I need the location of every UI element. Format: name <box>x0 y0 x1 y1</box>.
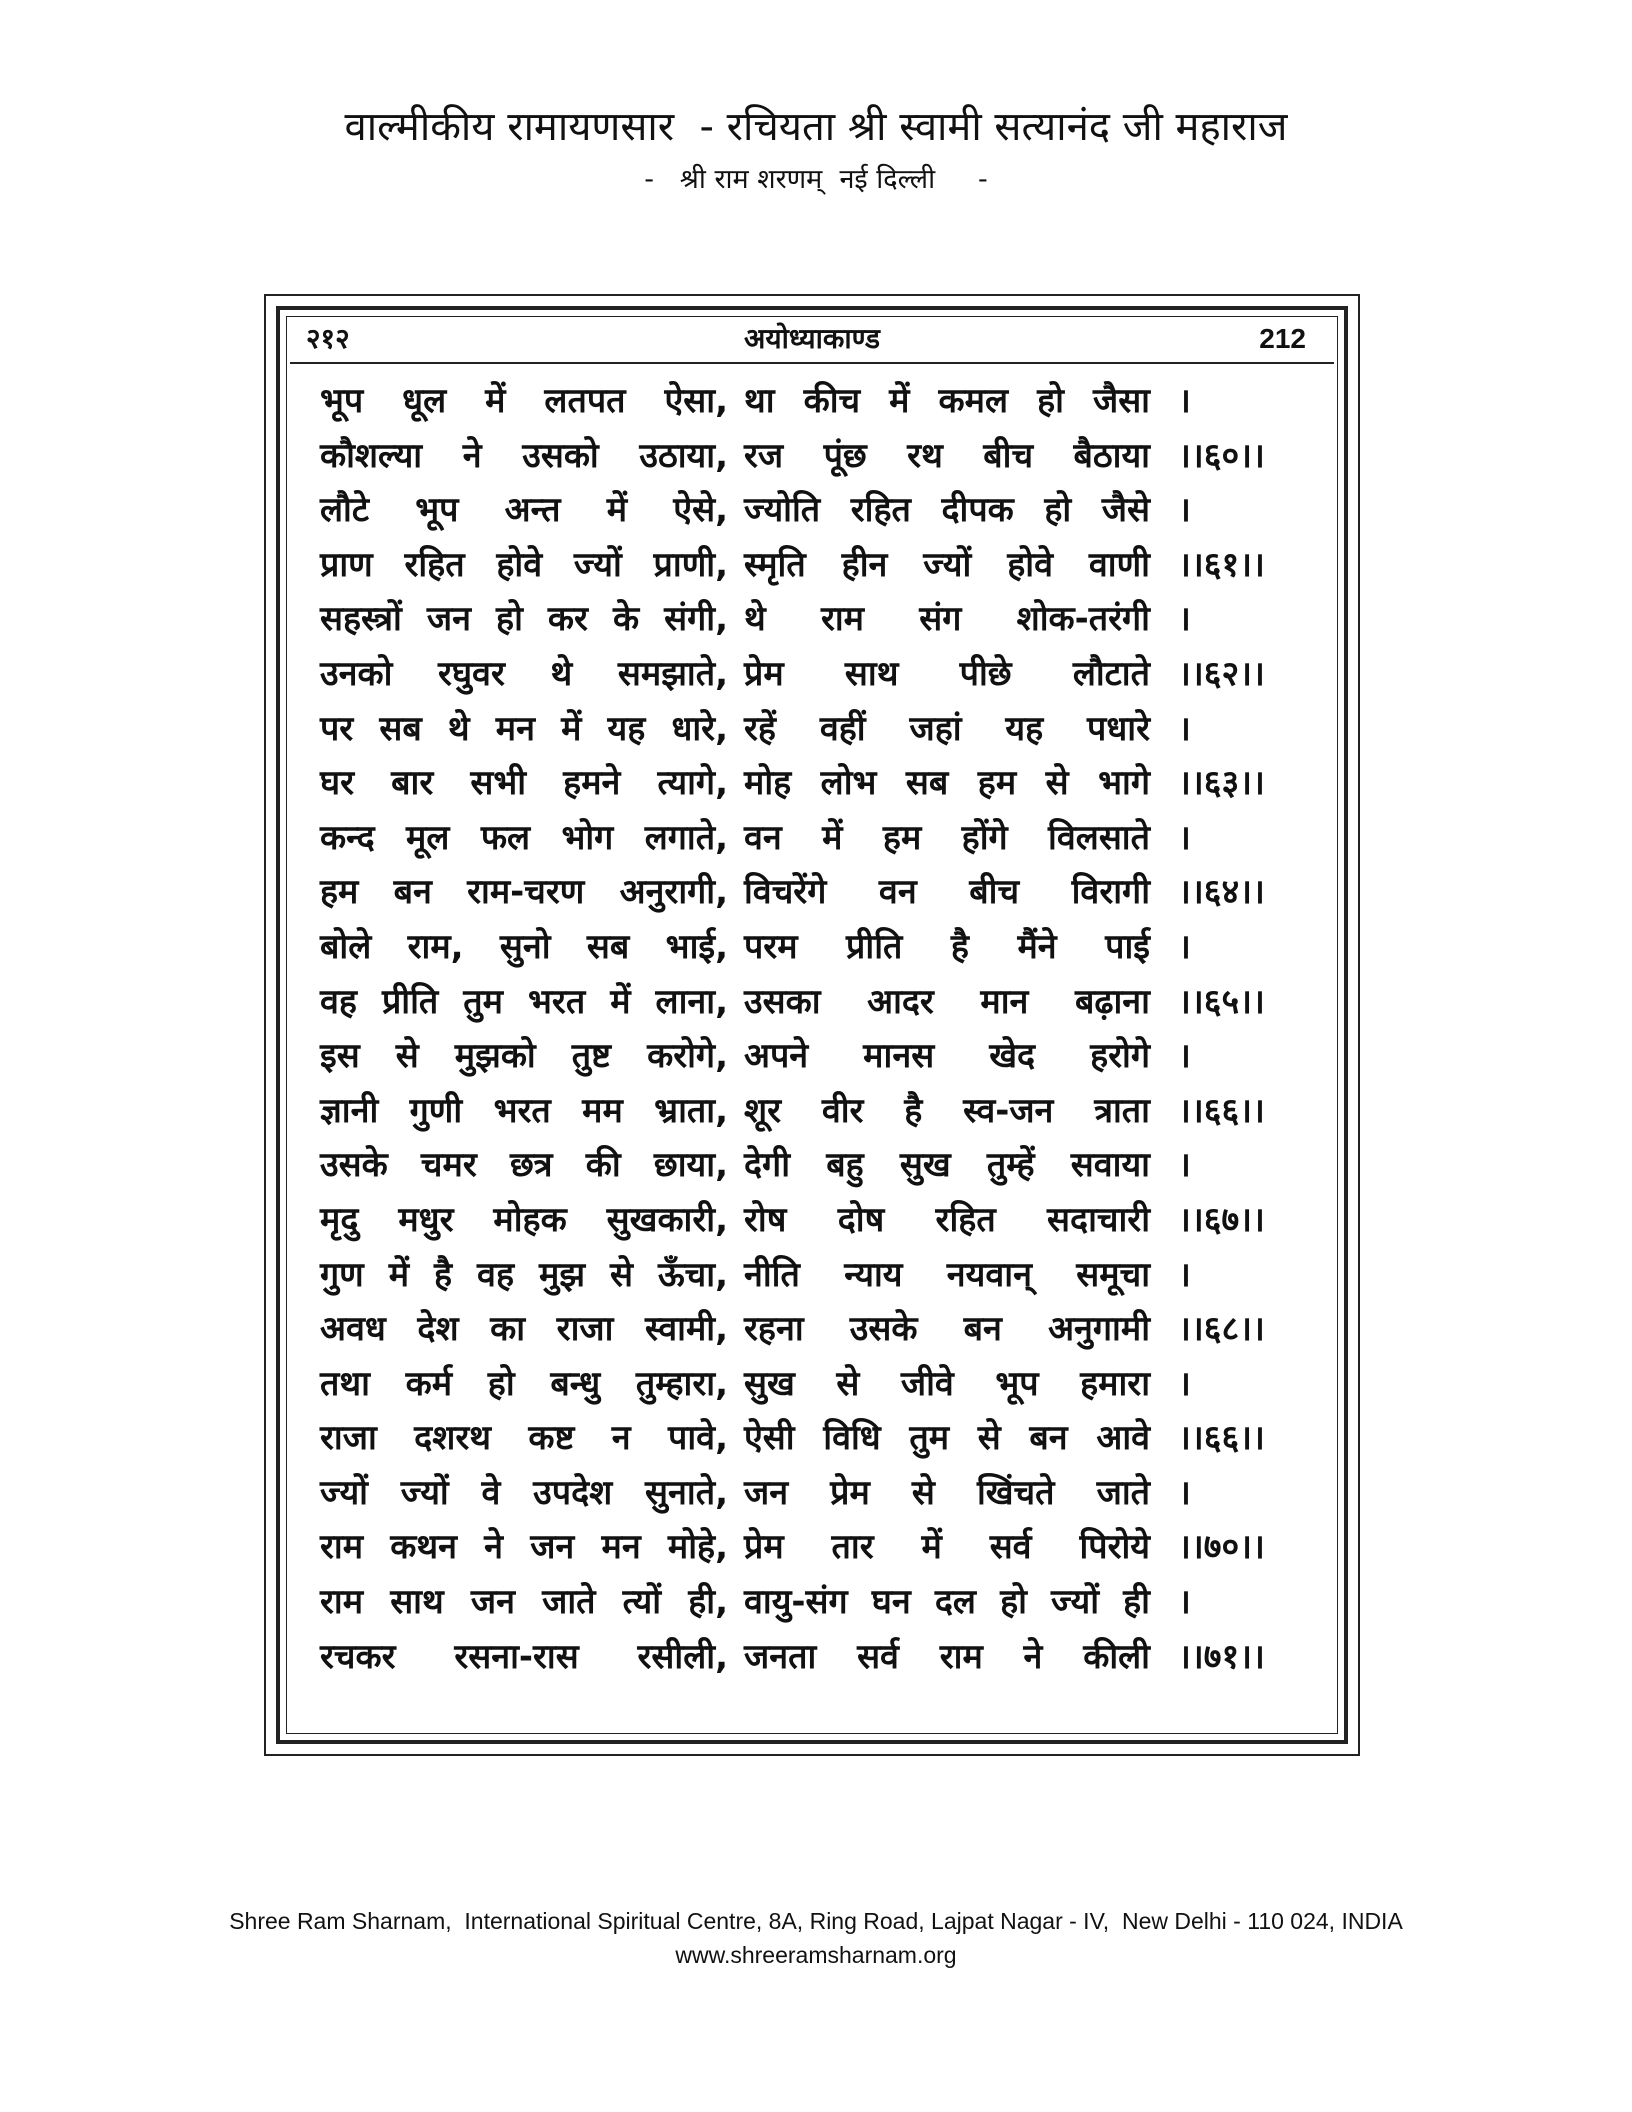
verse-line <box>320 483 1320 538</box>
verse-line <box>320 975 1320 1030</box>
verse-first-half: तथा कर्म हो बन्धु तुम्हारा, <box>320 1363 728 1404</box>
verse-first-half: प्राण रहित होवे ज्यों प्राणी, <box>320 544 728 585</box>
verse-second-half: जनता सर्व राम ने कीली <box>744 1636 1150 1677</box>
verse-first-half: मृदु मधुर मोहक सुखकारी, <box>320 1199 728 1240</box>
verse-second-half: जन प्रेम से खिंचते जाते <box>744 1472 1150 1513</box>
verse-number-mark: । <box>1178 490 1191 531</box>
verse-first-half: हम बन राम-चरण अनुरागी, <box>320 872 728 913</box>
verse-second-half: देगी बहु सुख तुम्हें सवाया <box>744 1145 1150 1186</box>
verse-second-half: थे राम संग शोक-तरंगी <box>744 599 1150 640</box>
verse-second-half: उसका आदर मान बढ़ाना <box>744 981 1150 1022</box>
verse-number-mark: ।।६७।। <box>1178 1199 1265 1240</box>
verse-first-half: घर बार सभी हमने त्यागे, <box>320 763 728 804</box>
verse-line <box>320 865 1320 920</box>
verse-line <box>320 429 1320 484</box>
verse-second-half: था कीच में कमल हो जैसा <box>744 381 1150 421</box>
verse-number-mark: ।।६६।। <box>1178 1090 1265 1131</box>
verse-second-half: ऐसी विधि तुम से बन आवे <box>744 1418 1150 1459</box>
verse-first-half: रचकर रसना-रास रसीली, <box>320 1636 728 1677</box>
verse-line <box>320 592 1320 647</box>
verse-line <box>320 1357 1320 1412</box>
verse-line <box>320 920 1320 975</box>
verse-line <box>320 538 1320 593</box>
header-rule <box>290 362 1334 364</box>
verse-line <box>320 1466 1320 1521</box>
verse-second-half: परम प्रीति है मैंने पाई <box>744 926 1150 967</box>
verse-first-half: उनको रघुवर थे समझाते, <box>320 653 728 694</box>
verse-number-mark: ।।७१।। <box>1178 1636 1265 1677</box>
verse-number-mark: ।।६५।। <box>1178 981 1265 1022</box>
verse-first-half: इस से मुझको तुष्ट करोगे, <box>320 1036 728 1077</box>
verse-line <box>320 1084 1320 1139</box>
verse-first-half: कौशल्या ने उसको उठाया, <box>320 435 728 476</box>
verse-line <box>320 1520 1320 1575</box>
verse-list <box>320 374 1320 1684</box>
verse-number-mark: । <box>1178 926 1191 967</box>
verse-first-half: भूप धूल में लतपत ऐसा, <box>320 381 728 421</box>
verse-line <box>320 374 1320 429</box>
verse-first-half: वह प्रीति तुम भरत में लाना, <box>320 981 728 1022</box>
verse-second-half: ज्योति रहित दीपक हो जैसे <box>744 490 1150 531</box>
footer-website: www.shreeramsharnam.org <box>675 1942 957 1968</box>
page-number-devanagari: २१२ <box>306 322 350 355</box>
verse-first-half: बोले राम, सुनो सब भाई, <box>320 926 728 967</box>
verse-number-mark: ।।६२।। <box>1178 653 1265 694</box>
verse-line <box>320 1630 1320 1685</box>
verse-first-half: कन्द मूल फल भोग लगाते, <box>320 817 728 858</box>
verse-line <box>320 1193 1320 1248</box>
verse-line <box>320 702 1320 757</box>
verse-first-half: पर सब थे मन में यह धारे, <box>320 708 728 749</box>
verse-line <box>320 1575 1320 1630</box>
verse-second-half: शूर वीर है स्व-जन त्राता <box>744 1090 1150 1131</box>
verse-number-mark: ।।६४।। <box>1178 872 1265 913</box>
section-title: अयोध्याकाण्ड <box>744 322 880 355</box>
page-number: 212 <box>1259 323 1306 354</box>
verse-first-half: लौटे भूप अन्त में ऐसे, <box>320 490 728 531</box>
verse-line <box>320 1302 1320 1357</box>
verse-number-mark: । <box>1178 1472 1191 1513</box>
verse-number-mark: । <box>1178 599 1191 640</box>
verse-number-mark: । <box>1178 817 1191 858</box>
verse-first-half: गुण में है वह मुझ से ऊँचा, <box>320 1254 728 1295</box>
verse-second-half: रज पूंछ रथ बीच बैठाया <box>744 435 1150 476</box>
verse-number-mark: । <box>1178 1145 1191 1186</box>
verse-number-mark: ।।६०।। <box>1178 435 1265 476</box>
verse-number-mark: ।।६६।। <box>1178 1418 1265 1459</box>
verse-second-half: अपने मानस खेद हरोगे <box>744 1036 1150 1077</box>
verse-number-mark: ।।६८।। <box>1178 1309 1265 1350</box>
verse-first-half: राजा दशरथ कष्ट न पावे, <box>320 1418 728 1459</box>
verse-number-mark: । <box>1178 1582 1191 1623</box>
verse-line <box>320 1029 1320 1084</box>
verse-second-half: मोह लोभ सब हम से भागे <box>744 763 1150 804</box>
verse-second-half: रहना उसके बन अनुगामी <box>744 1309 1150 1350</box>
verse-line <box>320 1248 1320 1303</box>
verse-first-half: अवध देश का राजा स्वामी, <box>320 1309 728 1350</box>
verse-second-half: विचरेंगे वन बीच विरागी <box>744 872 1150 913</box>
verse-first-half: ज्यों ज्यों वे उपदेश सुनाते, <box>320 1472 728 1513</box>
verse-number-mark: । <box>1178 1363 1191 1404</box>
verse-line <box>320 811 1320 866</box>
footer-address: Shree Ram Sharnam, International Spiritual Centre, 8A, Ring Road, Lajpat Nagar - IV, New Delhi - 110 024, INDIA <box>229 1908 1403 1934</box>
page-header <box>290 318 1334 358</box>
verse-second-half: स्मृति हीन ज्यों होवे वाणी <box>744 544 1150 585</box>
document-subtitle: - श्री राम शरणम् नई दिल्ली - <box>644 164 988 195</box>
verse-first-half: ज्ञानी गुणी भरत मम भ्राता, <box>320 1090 728 1131</box>
verse-first-half: राम कथन ने जन मन मोहे, <box>320 1527 728 1568</box>
verse-number-mark: । <box>1178 1254 1191 1295</box>
verse-line <box>320 1411 1320 1466</box>
verse-first-half: उसके चमर छत्र की छाया, <box>320 1145 728 1186</box>
verse-second-half: वायु-संग घन दल हो ज्यों ही <box>744 1582 1150 1623</box>
verse-second-half: सुख से जीवे भूप हमारा <box>744 1363 1150 1404</box>
verse-first-half: राम साथ जन जाते त्यों ही, <box>320 1582 728 1623</box>
verse-line <box>320 647 1320 702</box>
verse-line <box>320 756 1320 811</box>
verse-number-mark: । <box>1178 1036 1191 1077</box>
document-title: वाल्मीकीय रामायणसार - रचियता श्री स्वामी सत्यानंद जी महाराज <box>344 104 1288 150</box>
verse-number-mark: ।।६३।। <box>1178 763 1265 804</box>
verse-number-mark: ।।७०।। <box>1178 1527 1265 1568</box>
verse-second-half: नीति न्याय नयवान् समूचा <box>744 1254 1150 1295</box>
verse-line <box>320 1138 1320 1193</box>
verse-second-half: प्रेम तार में सर्व पिरोये <box>744 1527 1150 1568</box>
verse-second-half: प्रेम साथ पीछे लौटाते <box>744 653 1150 694</box>
verse-second-half: वन में हम होंगे विलसाते <box>744 817 1150 858</box>
verse-first-half: सहस्त्रों जन हो कर के संगी, <box>320 599 728 640</box>
verse-number-mark: । <box>1178 381 1191 421</box>
verse-number-mark: ।।६१।। <box>1178 544 1265 585</box>
verse-second-half: रोष दोष रहित सदाचारी <box>744 1199 1150 1240</box>
verse-number-mark: । <box>1178 708 1191 749</box>
verse-second-half: रहें वहीं जहां यह पधारे <box>744 708 1150 749</box>
